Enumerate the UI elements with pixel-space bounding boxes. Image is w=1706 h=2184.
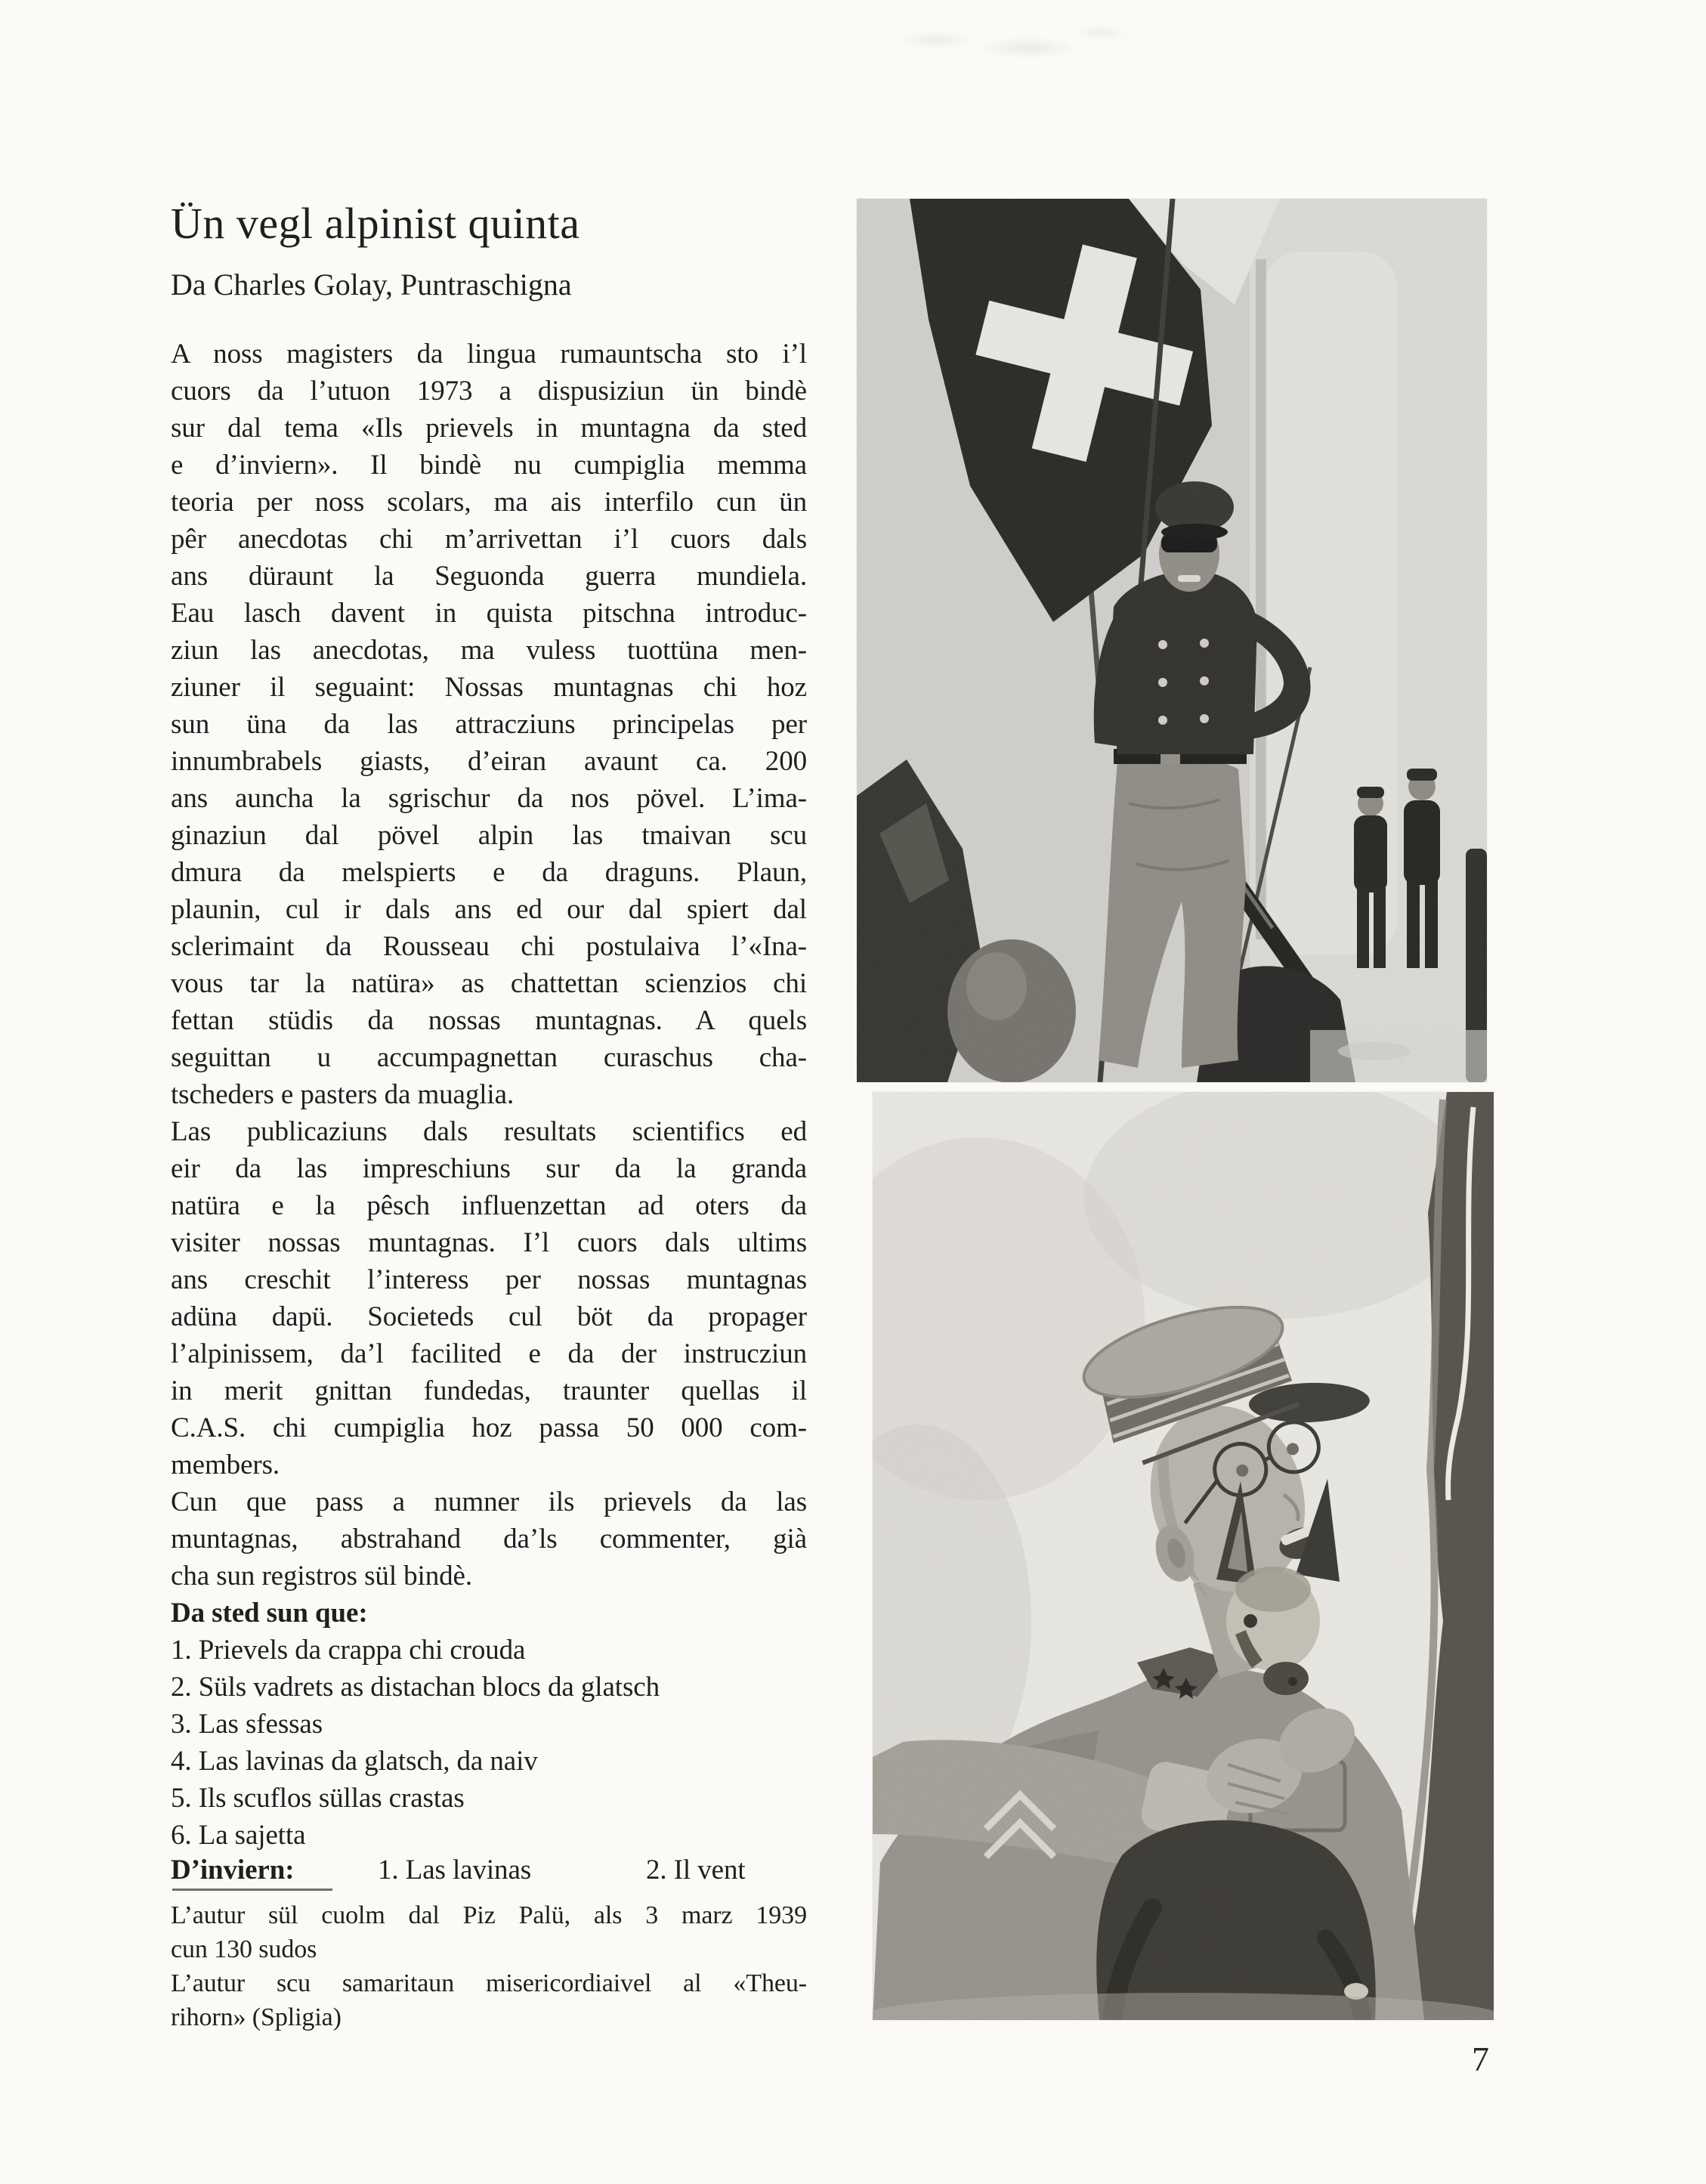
body-line: tscheders e pasters da muaglia. — [171, 1079, 515, 1110]
section-heading-summer: Da sted sun que: — [171, 1598, 368, 1629]
winter-item-2: 2. Il vent — [646, 1855, 746, 1885]
body-line: e d’inviern». Il bindè nu cumpiglia memma — [171, 450, 807, 481]
body-line: muntagnas, abstrahand da’ls commenter, già — [171, 1524, 807, 1554]
photo-alpinist-swiss-flag — [857, 199, 1487, 1082]
alpinist-photo-illustration — [857, 199, 1487, 1082]
list-item: 5. Ils scuflos süllas crastas — [171, 1783, 465, 1814]
list-item: 2. Süls vadrets as distachan blocs da glatsch — [171, 1672, 660, 1703]
article-column — [171, 196, 807, 2034]
body-line: seguittan u accumpagnettan curaschus cha- — [171, 1042, 807, 1073]
body-line: ans düraunt la Seguonda guerra mundiela. — [171, 561, 807, 592]
section-heading-winter: D’inviern: — [171, 1855, 295, 1885]
body-line: in merit gnittan fundedas, traunter quellas il — [171, 1375, 807, 1406]
body-line: teoria per noss scolars, ma ais interfilo cun ün — [171, 487, 807, 518]
body-line: natüra e la pêsch influenzettan ad oters da — [171, 1190, 807, 1221]
body-line: vous tar la natüra» as chattettan scienzios chi — [171, 968, 807, 999]
body-line: ginaziun dal pövel alpin las tmaivan scu — [171, 820, 807, 851]
list-item: 4. Las lavinas da glatsch, da naiv — [171, 1746, 538, 1777]
list-item: 1. Prievels da crappa chi crouda — [171, 1635, 526, 1666]
body-line: visiter nossas muntagnas. I’l cuors dals ultims — [171, 1227, 807, 1258]
body-line: adüna dapü. Societeds cul böt da propager — [171, 1301, 807, 1332]
body-line: C.A.S. chi cumpiglia hoz passa 50 000 com- — [171, 1412, 807, 1443]
body-line: Eau lasch davent in quista pitschna introduc- — [171, 598, 807, 629]
body-line: Las publicaziuns dals resultats scientifics ed — [171, 1116, 807, 1147]
body-line: pêr anecdotas chi m’arrivettan i’l cuors dals — [171, 524, 807, 555]
list-item: 6. La sajetta — [171, 1820, 306, 1851]
body-line: ans creschit l’interess per nossas muntagnas — [171, 1264, 807, 1295]
winter-item-1: 1. Las lavinas — [378, 1855, 532, 1885]
body-line: ziuner il seguaint: Nossas muntagnas chi hoz — [171, 672, 807, 703]
body-line: fettan stüdis da nossas muntagnas. A quels — [171, 1005, 807, 1036]
soldier-chamois-illustration — [873, 1092, 1494, 2020]
body-line: dmura da melspierts e da draguns. Plaun, — [171, 857, 807, 888]
body-line: ziun las anecdotas, ma vuless tuottüna men- — [171, 635, 807, 666]
body-line: ans auncha la sgrischur da nos pövel. L’ima- — [171, 783, 807, 814]
body-line: sur dal tema «Ils prievels in muntagna da sted — [171, 413, 807, 444]
body-line: Cun que pass a numner ils prievels da las — [171, 1486, 807, 1517]
caption-line: rihorn» (Spligia) — [171, 2003, 342, 2031]
body-line: plaunin, cul ir dals ans ed our dal spiert dal — [171, 894, 807, 925]
list-item: 3. Las sfessas — [171, 1709, 323, 1740]
caption-line: L’autur sül cuolm dal Piz Palü, als 3 marz 1939 — [171, 1901, 807, 1929]
caption-separator-rule — [172, 1889, 332, 1891]
body-line: A noss magisters da lingua rumauntscha sto i’l — [171, 339, 807, 370]
photo-captions — [171, 1898, 807, 2034]
caption-line: cun 130 sudos — [171, 1935, 317, 1963]
body-line: innumbrabels giasts, d’eiran avaunt ca. 200 — [171, 746, 807, 777]
page-title: Ün vegl alpinist quinta — [171, 199, 580, 248]
body-line: cuors da l’utuon 1973 a dispusiziun ün bindè — [171, 376, 807, 407]
body-line: sun üna da las attracziuns principelas per — [171, 709, 807, 740]
winter-danger-row — [171, 1854, 807, 1887]
byline: Da Charles Golay, Puntraschigna — [171, 268, 572, 302]
caption-line: L’autur scu samaritaun misericordiaivel al «Theu- — [171, 1969, 807, 1997]
body-line: l’alpinissem, da’l facilited e da der instrucziun — [171, 1338, 807, 1369]
body-line: members. — [171, 1449, 280, 1480]
photo-soldier-chamois — [873, 1092, 1494, 2020]
scan-artifact — [861, 6, 1133, 82]
page-number: 7 — [1472, 2040, 1489, 2078]
body-line: cha sun registros sül bindè. — [171, 1561, 472, 1592]
article-body — [171, 336, 807, 1595]
summer-danger-list — [171, 1632, 807, 1854]
body-line: sclerimaint da Rousseau chi postulaiva l’«Ina- — [171, 931, 807, 962]
body-line: eir da las impreschiuns sur da la granda — [171, 1153, 807, 1184]
